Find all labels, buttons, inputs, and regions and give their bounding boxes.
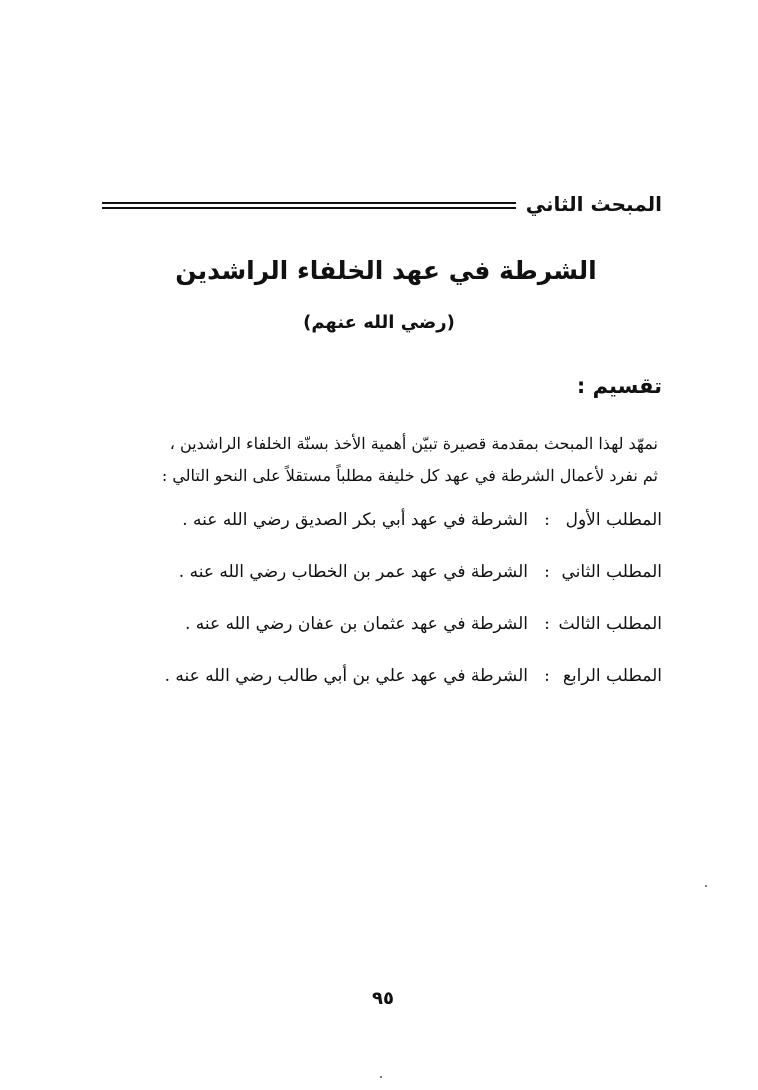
item-text: الشرطة في عهد أبي بكر الصديق رضي الله عنه .	[182, 510, 528, 530]
page-number: ٩٥	[372, 988, 394, 1009]
subsection-list	[102, 510, 662, 718]
header-double-rule	[102, 202, 516, 212]
chapter-header	[102, 184, 662, 224]
scan-speck	[705, 885, 707, 887]
list-item	[102, 510, 662, 562]
intro-paragraph	[98, 428, 658, 492]
list-item	[102, 614, 662, 666]
intro-line: ثم نفرد لأعمال الشرطة في عهد كل خليفة مطلباً مستقلاً على النحو التالي :	[161, 466, 658, 485]
scan-speck	[380, 1076, 382, 1078]
item-label: المطلب الرابع	[562, 666, 662, 686]
item-text: الشرطة في عهد علي بن أبي طالب رضي الله عنه .	[164, 666, 528, 686]
item-label: المطلب الثاني	[561, 562, 662, 582]
list-item	[102, 562, 662, 614]
page-title: الشرطة في عهد الخلفاء الراشدين	[175, 256, 597, 285]
item-colon: :	[544, 666, 550, 686]
item-text: الشرطة في عهد عمر بن الخطاب رضي الله عنه .	[178, 562, 528, 582]
item-colon: :	[544, 614, 550, 634]
item-text: الشرطة في عهد عثمان بن عفان رضي الله عنه .	[184, 614, 528, 634]
item-colon: :	[544, 562, 550, 582]
intro-line: نمهّد لهذا المبحث بمقدمة قصيرة تبيّن أهمية الأخذ بسنّة الخلفاء الراشدين ،	[169, 434, 658, 453]
item-label: المطلب الثالث	[558, 614, 662, 634]
item-label: المطلب الأول	[565, 510, 662, 530]
item-colon: :	[544, 510, 550, 530]
section-heading: تقسيم :	[576, 374, 662, 398]
list-item	[102, 666, 662, 718]
chapter-title: المبحث الثاني	[525, 192, 662, 216]
page-subtitle: (رضي الله عنهم)	[303, 312, 455, 333]
